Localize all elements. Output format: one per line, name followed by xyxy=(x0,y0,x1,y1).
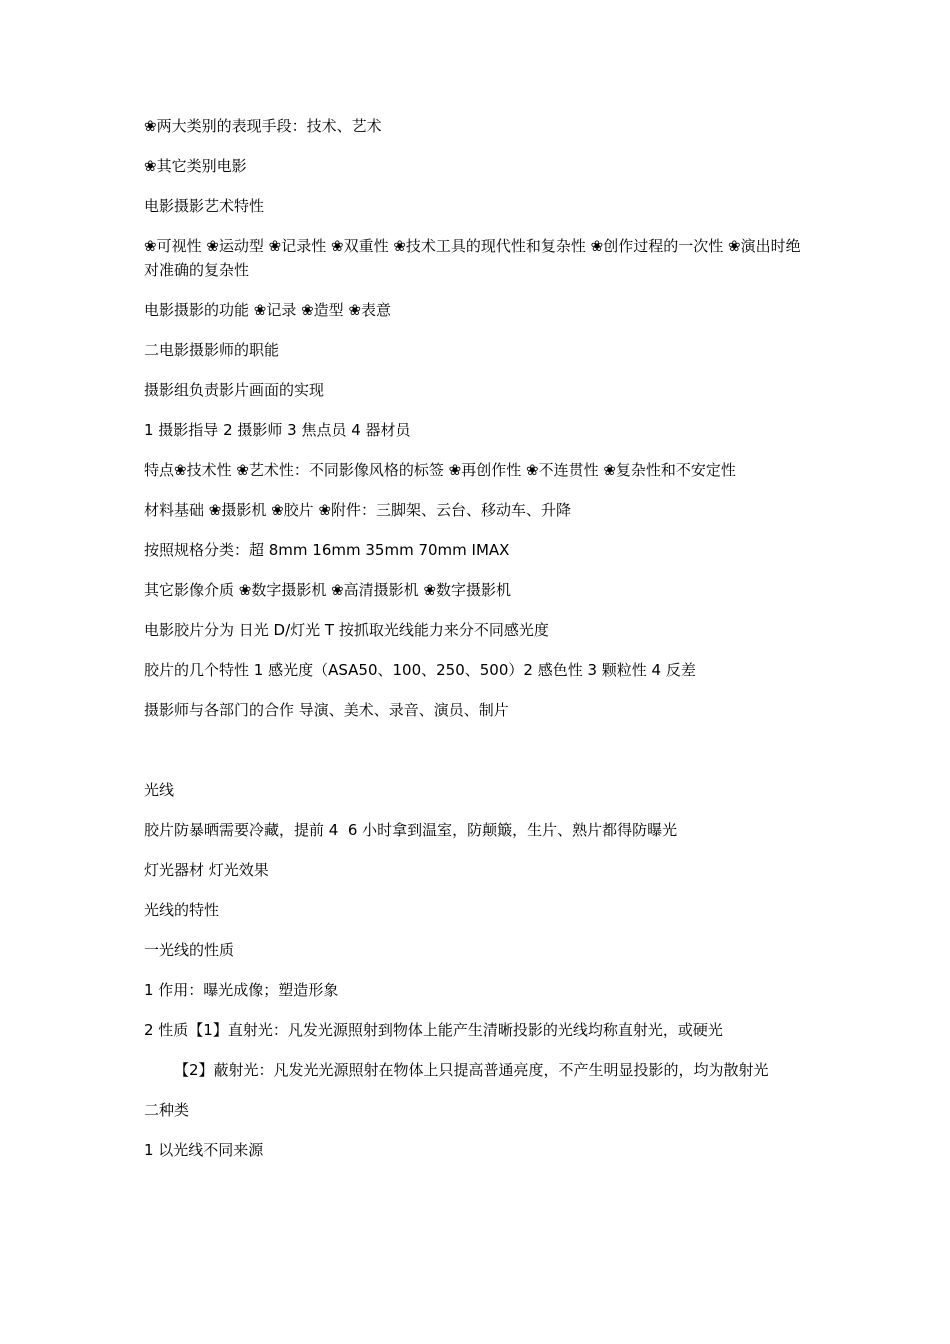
paragraph: 1 以光线不同来源 xyxy=(144,1141,264,1159)
paragraph: ❀两大类别的表现手段：技术、艺术 xyxy=(144,117,382,135)
paragraph: 其它影像介质 ❀数字摄影机 ❀高清摄影机 ❀数字摄影机 xyxy=(144,581,512,599)
paragraph: 按照规格分类：超 8mm 16mm 35mm 70mm IMAX xyxy=(144,541,510,559)
paragraph: ❀可视性 ❀运动型 ❀记录性 ❀双重性 ❀技术工具的现代性和复杂性 ❀创作过程的一次性 ❀演出时绝对准确的复杂性 xyxy=(144,237,801,279)
paragraph: 2 性质【1】直射光：凡发光源照射到物体上能产生清晰投影的光线均称直射光，或硬光 xyxy=(144,1021,723,1039)
paragraph: 灯光器材 灯光效果 xyxy=(144,861,269,879)
section-heading: 光线的特性 xyxy=(144,901,220,919)
paragraph: 1 摄影指导 2 摄影师 3 焦点员 4 器材员 xyxy=(144,421,411,439)
paragraph: 特点❀技术性 ❀艺术性：不同影像风格的标签 ❀再创作性 ❀不连贯性 ❀复杂性和不安定性 xyxy=(144,461,736,479)
paragraph: 电影摄影的功能 ❀记录 ❀造型 ❀表意 xyxy=(144,301,392,319)
paragraph: ❀其它类别电影 xyxy=(144,157,247,175)
paragraph: 胶片的几个特性 1 感光度（ASA50、100、250、500）2 感色性 3 颗粒性 4 反差 xyxy=(144,661,696,679)
blank-line xyxy=(144,738,812,778)
paragraph: 电影胶片分为 日光 D/灯光 T 按抓取光线能力来分不同感光度 xyxy=(144,621,549,639)
document-body xyxy=(144,114,812,1178)
paragraph: 摄影组负责影片画面的实现 xyxy=(144,381,325,399)
paragraph: 【2】蔽射光：凡发光光源照射在物体上只提高普通亮度，不产生明显投影的，均为散射光 xyxy=(174,1061,769,1079)
paragraph: 材料基础 ❀摄影机 ❀胶片 ❀附件：三脚架、云台、移动车、升降 xyxy=(144,501,572,519)
section-heading: 二种类 xyxy=(144,1101,190,1119)
section-heading: 电影摄影艺术特性 xyxy=(144,197,265,215)
paragraph: 摄影师与各部门的合作 导演、美术、录音、演员、制片 xyxy=(144,701,509,719)
paragraph: 胶片防暴晒需要冷藏，提前 4 6 小时拿到温室，防颠簸，生片、熟片都得防曝光 xyxy=(144,821,678,839)
section-heading: 二电影摄影师的职能 xyxy=(144,341,280,359)
section-heading: 光线 xyxy=(144,781,175,799)
paragraph: 1 作用：曝光成像；塑造形象 xyxy=(144,981,339,999)
section-heading: 一光线的性质 xyxy=(144,941,235,959)
